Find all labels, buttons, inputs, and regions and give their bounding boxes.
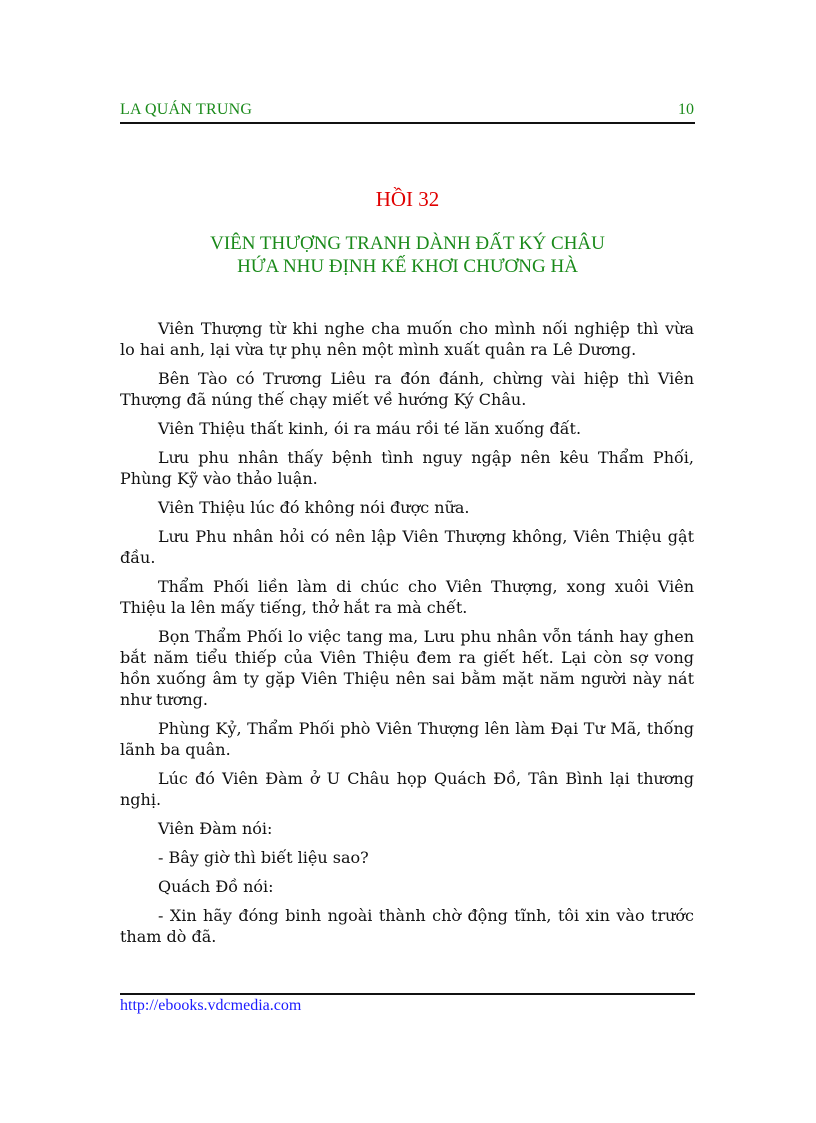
- paragraph: Lúc đó Viên Đàm ở U Châu họp Quách Đồ, Tân Bình lại thương nghị.: [120, 769, 694, 809]
- chapter-title-line-1: VIÊN THƯỢNG TRANH DÀNH ĐẤT KÝ CHÂU: [210, 233, 605, 254]
- paragraph: Viên Thiệu lúc đó không nói được nữa.: [158, 498, 470, 517]
- paragraph: Bọn Thẩm Phối lo việc tang ma, Lưu phu nhân vỗn tánh hay ghen bắt năm tiểu thiếp của Viên Thiệu đem ra giết hết. Lại còn sợ vong hồn xuống âm ty gặp Viên Thiệu nên sai bằm mặt năm người này nát như tương.: [120, 627, 694, 709]
- chapter-number: HỒI 32: [375, 187, 440, 211]
- header-title: LA QUÁN TRUNG: [120, 101, 253, 118]
- footer-rule: [120, 993, 695, 995]
- paragraph: Viên Đàm nói:: [158, 819, 273, 838]
- page-number: 10: [678, 101, 694, 118]
- paragraph: - Xin hãy đóng binh ngoài thành chờ động tĩnh, tôi xin vào trước tham dò đã.: [120, 906, 694, 946]
- paragraph: Quách Đồ nói:: [158, 877, 274, 896]
- paragraph: Thẩm Phối liền làm di chúc cho Viên Thượng, xong xuôi Viên Thiệu la lên mấy tiếng, thở hắt ra mà chết.: [120, 577, 694, 617]
- chapter-title: [120, 232, 695, 278]
- paragraph: Phùng Kỷ, Thẩm Phối phò Viên Thượng lên làm Đại Tư Mã, thống lãnh ba quân.: [120, 719, 694, 759]
- paragraph: Viên Thượng từ khi nghe cha muốn cho mình nối nghiệp thì vừa lo hai anh, lại vừa tự phụ nên một mình xuất quân ra Lê Dương.: [120, 319, 694, 359]
- footer-website-link[interactable]: http://ebooks.vdcmedia.com: [120, 997, 302, 1014]
- page-header: [120, 101, 694, 121]
- paragraph: Bên Tào có Trương Liêu ra đón đánh, chừng vài hiệp thì Viên Thượng đã núng thế chạy miết về hướng Ký Châu.: [120, 369, 694, 409]
- paragraph: Lưu phu nhân thấy bệnh tình nguy ngập nên kêu Thẩm Phối, Phùng Kỹ vào thảo luận.: [120, 448, 694, 488]
- header-rule: [120, 122, 695, 124]
- chapter-title-line-2: HỨA NHU ĐỊNH KẾ KHƠI CHƯƠNG HÀ: [237, 256, 578, 277]
- paragraph: Lưu Phu nhân hỏi có nên lập Viên Thượng không, Viên Thiệu gật đầu.: [120, 527, 694, 567]
- chapter-body: [120, 318, 694, 955]
- paragraph: Viên Thiệu thất kinh, ói ra máu rồi té lăn xuống đất.: [158, 419, 582, 438]
- paragraph: - Bây giờ thì biết liệu sao?: [158, 848, 369, 867]
